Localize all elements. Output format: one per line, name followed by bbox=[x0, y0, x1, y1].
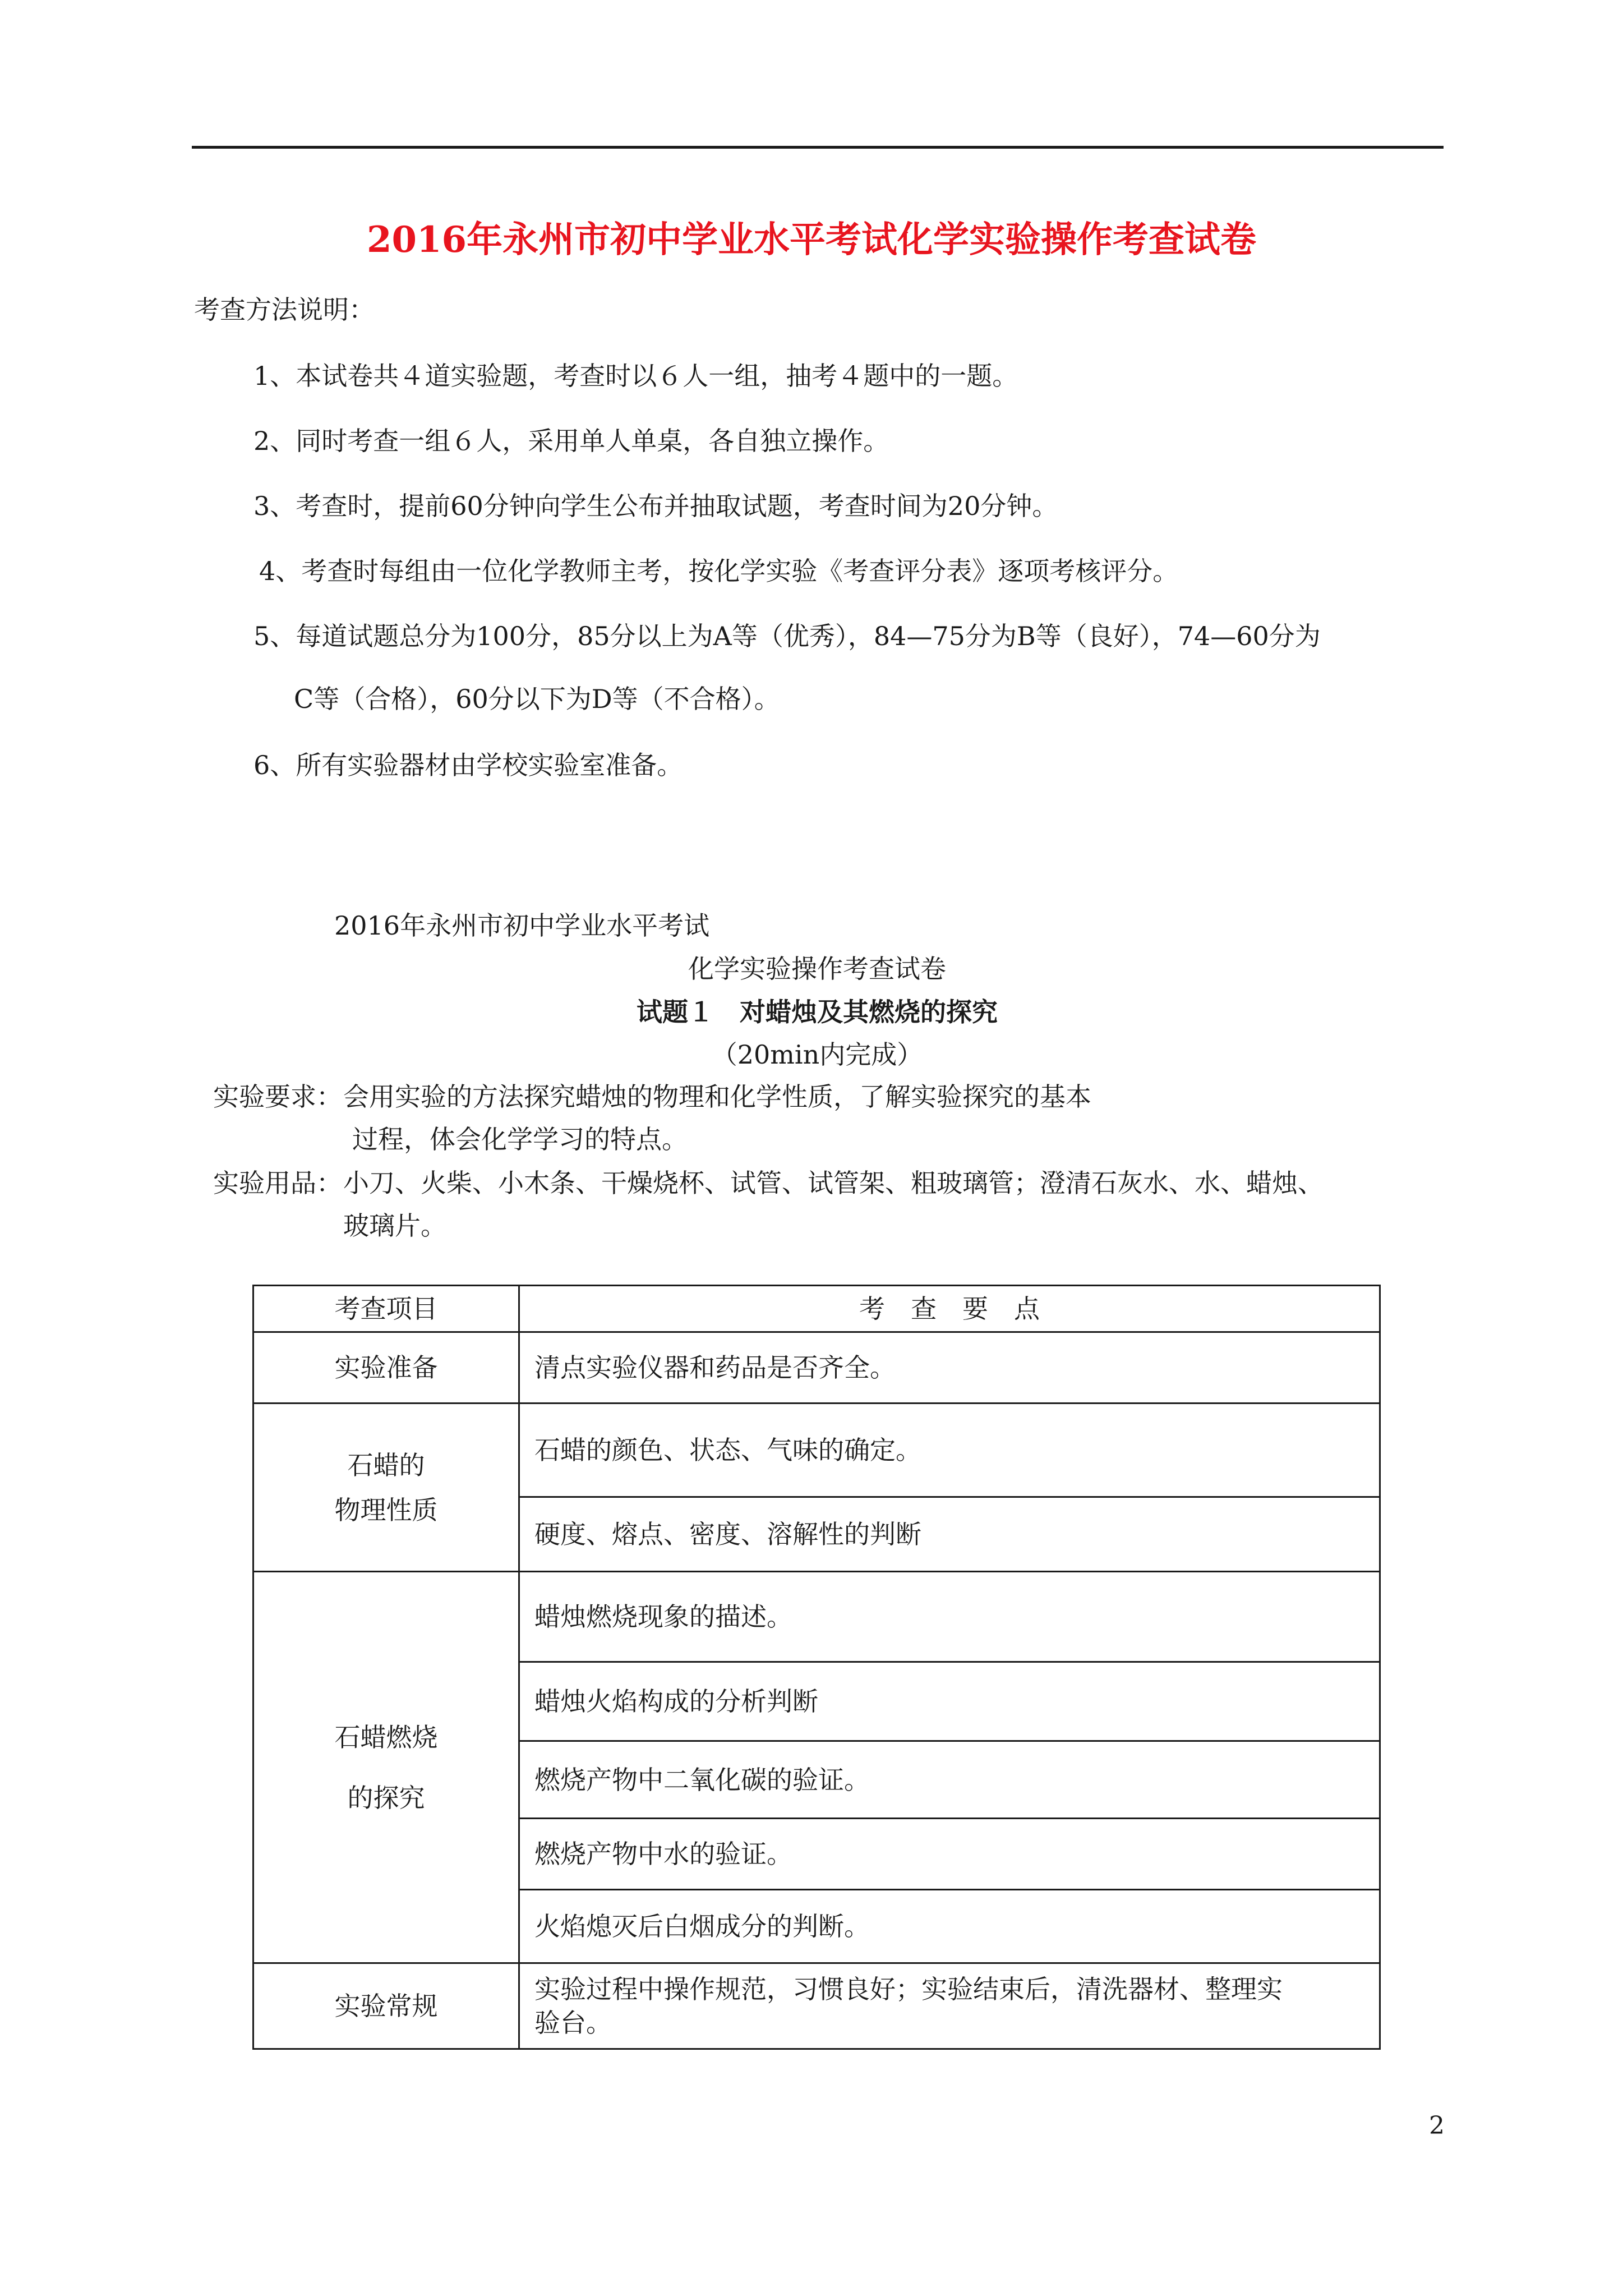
method-item-6: 6、所有实验器材由学校实验室准备。 bbox=[253, 750, 683, 780]
burn-point-2-cell: 蜡烛火焰构成的分析判断 bbox=[519, 1662, 1380, 1741]
burn-item-line-1: 石蜡燃烧 bbox=[334, 1722, 438, 1752]
burn-point-1-cell: 蜡烛燃烧现象的描述。 bbox=[519, 1572, 1380, 1662]
header-points-cell: 考 查 要 点 bbox=[519, 1286, 1380, 1332]
materials-text-2: 玻璃片。 bbox=[343, 1211, 446, 1241]
phys-point-2-cell: 硬度、熔点、密度、溶解性的判断 bbox=[519, 1497, 1380, 1572]
requirement-text-1: 会用实验的方法探究蜡烛的物理和化学性质，了解实验探究的基本 bbox=[343, 1082, 1091, 1112]
table-row bbox=[253, 1963, 1380, 2049]
subheader-line-1: 2016年永州市初中学业水平考试 bbox=[334, 910, 710, 941]
materials-label: 实验用品： bbox=[213, 1168, 342, 1198]
burn-point-3-cell: 燃烧产物中二氧化碳的验证。 bbox=[519, 1741, 1380, 1819]
routine-point-line-2: 验台。 bbox=[534, 2008, 612, 2038]
phys-point-1-cell: 石蜡的颜色、状态、气味的确定。 bbox=[519, 1404, 1380, 1497]
materials-text-1: 小刀、火柴、小木条、干燥烧杯、试管、试管架、粗玻璃管；澄清石灰水、水、蜡烛、 bbox=[343, 1168, 1324, 1198]
burn-item-line-2: 的探究 bbox=[347, 1782, 425, 1813]
method-item-3: 3、考查时，提前60分钟向学生公布并抽取试题，考查时间为20分钟。 bbox=[253, 491, 1058, 521]
evaluation-table bbox=[252, 1285, 1381, 2050]
phys-item-line-1: 石蜡的 bbox=[347, 1450, 425, 1480]
method-item-1: 1、本试卷共４道实验题，考查时以６人一组，抽考４题中的一题。 bbox=[253, 361, 1018, 391]
routine-point-line-1: 实验过程中操作规范，习惯良好；实验结束后，清洗器材、整理实 bbox=[534, 1974, 1283, 2004]
routine-item-cell: 实验常规 bbox=[253, 1963, 519, 2049]
method-item-5: 5、每道试题总分为100分，85分以上为A等（优秀），84—75分为B等（良好），74—60分为 bbox=[253, 621, 1321, 651]
method-item-5-continued: C等（合格），60分以下为D等（不合格）。 bbox=[294, 684, 780, 714]
header-item-cell: 考查项目 bbox=[253, 1286, 519, 1332]
prep-item-cell: 实验准备 bbox=[253, 1332, 519, 1404]
phys-item-line-2: 物理性质 bbox=[334, 1494, 438, 1525]
method-item-2: 2、同时考查一组６人，采用单人单桌，各自独立操作。 bbox=[253, 426, 889, 456]
table-row bbox=[253, 1572, 1380, 1662]
subheader-line-2: 化学实验操作考查试卷 bbox=[688, 954, 946, 984]
time-note: （20min内完成） bbox=[711, 1039, 923, 1070]
header-rule bbox=[192, 146, 1444, 149]
table-header-row bbox=[253, 1286, 1380, 1332]
burn-point-5-cell: 火焰熄灭后白烟成分的判断。 bbox=[519, 1890, 1380, 1963]
method-heading: 考查方法说明： bbox=[194, 295, 375, 325]
routine-point-cell bbox=[519, 1963, 1380, 2049]
burn-item-cell bbox=[253, 1572, 519, 1963]
page-number: 2 bbox=[1429, 2111, 1445, 2140]
requirement-text-2: 过程，体会化学学习的特点。 bbox=[352, 1124, 688, 1154]
requirement-label: 实验要求： bbox=[213, 1082, 342, 1112]
table-row bbox=[253, 1404, 1380, 1497]
method-item-4: 4、考查时每组由一位化学教师主考，按化学实验《考查评分表》逐项考核评分。 bbox=[259, 556, 1179, 586]
page-title: 2016年永州市初中学业水平考试化学实验操作考查试卷 bbox=[366, 219, 1257, 261]
question-title: 试题１ 对蜡烛及其燃烧的探究 bbox=[637, 997, 998, 1027]
phys-item-cell bbox=[253, 1404, 519, 1572]
prep-point-cell: 清点实验仪器和药品是否齐全。 bbox=[519, 1332, 1380, 1404]
table-row bbox=[253, 1332, 1380, 1404]
burn-point-4-cell: 燃烧产物中水的验证。 bbox=[519, 1819, 1380, 1890]
